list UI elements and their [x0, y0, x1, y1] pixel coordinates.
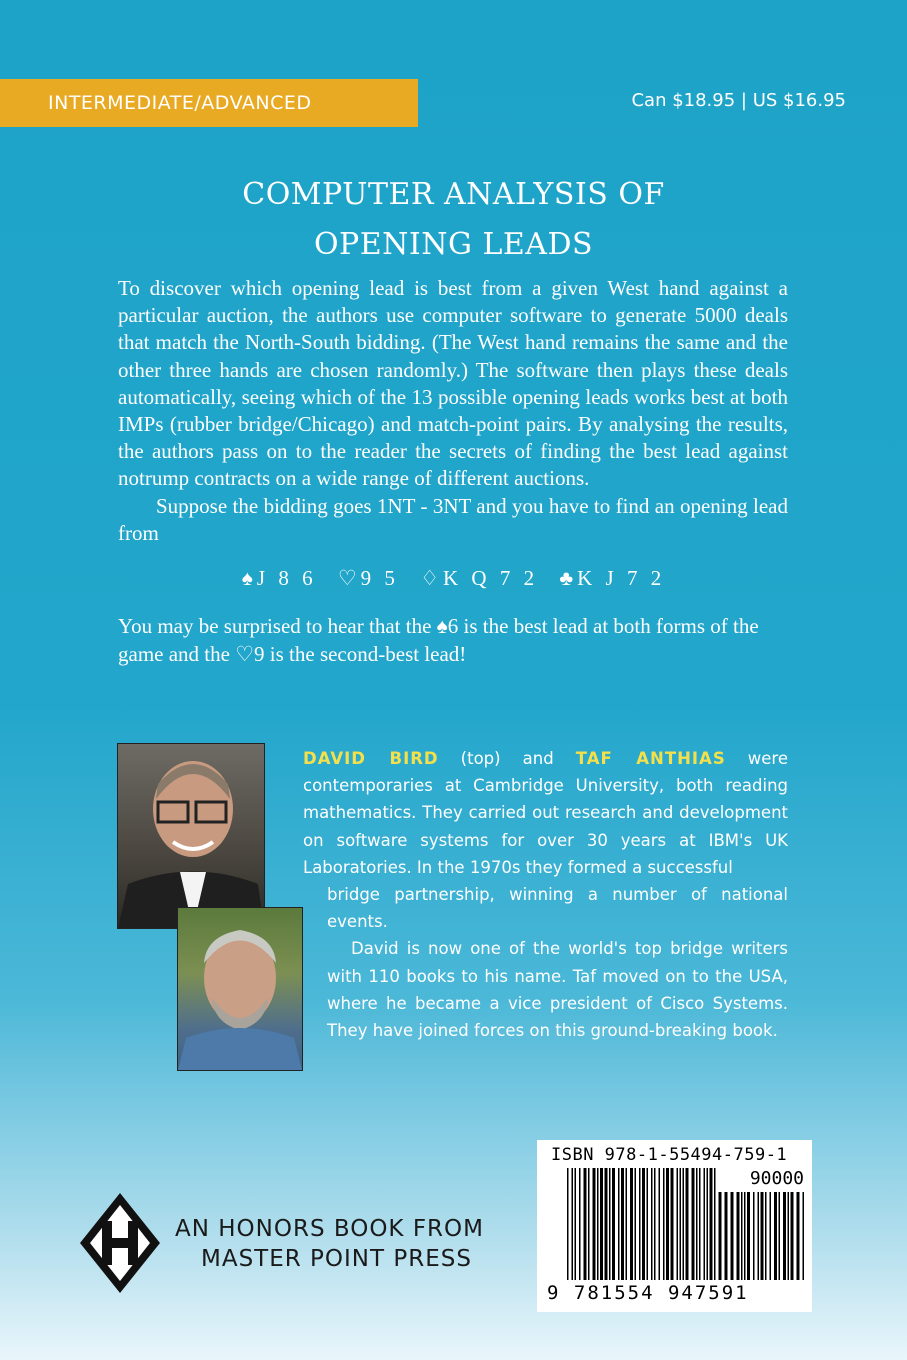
bio-paragraph-2: David is now one of the world's top bridge writers with 110 books to his name. Taf moved on to the USA, where he became a vice president of Cisco Systems. They have joined forces on this ground-breaking book. [327, 939, 788, 1041]
barcode [537, 1140, 812, 1312]
bio-paragraph-1-text: were contemporaries at Cambridge University, both reading mathematics. They carried out research and development on software systems for over 30 years at IBM's UK Laboratories. In the 1970s they formed a successful [303, 749, 788, 877]
publisher-line-1: AN HONORS BOOK FROM [175, 1216, 484, 1242]
barcode-bar [737, 1192, 740, 1280]
publisher [175, 1214, 484, 1274]
barcode-bar [765, 1192, 767, 1280]
publisher-line-2: MASTER POINT PRESS [201, 1246, 472, 1272]
barcode-bar [725, 1192, 728, 1280]
barcode-bar [803, 1192, 805, 1280]
bio-paragraph-1-tail: bridge partnership, winning a number of national events. [327, 885, 788, 932]
barcode-bar [791, 1192, 794, 1280]
author-photo-taf-anthias [177, 907, 303, 1071]
barcode-bar [575, 1168, 577, 1280]
barcode-bar [783, 1192, 786, 1280]
barcode-bar [671, 1168, 674, 1280]
barcode-bar [600, 1168, 603, 1280]
barcode-bar [621, 1168, 624, 1280]
price-label: Can $18.95 | US $16.95 [631, 90, 846, 111]
barcode-bar [692, 1168, 695, 1280]
diamonds-holding: ♢K Q 7 2 [420, 566, 539, 590]
barcode-bar [699, 1168, 701, 1280]
barcode-bar [666, 1168, 669, 1280]
hearts-holding: ♡9 5 [337, 566, 399, 590]
barcode-bar [630, 1168, 633, 1280]
barcode-bar [567, 1168, 569, 1280]
barcode-bar [618, 1168, 620, 1280]
barcode-bar [747, 1192, 750, 1280]
barcode-bar [677, 1168, 679, 1280]
barcode-bar [683, 1168, 685, 1280]
barcode-bar [593, 1168, 596, 1280]
author-bio [303, 745, 788, 1044]
reading-level-band: INTERMEDIATE/ADVANCED [0, 79, 418, 127]
author-name-1: DAVID BIRD [303, 749, 439, 768]
author-note: (top) and [438, 749, 576, 768]
blurb-paragraph-1: To discover which opening lead is best from a given West hand against a particular auction, the authors use computer software to generate 5000 deals that match the North-South bidding. (The West hand remains the same and the other three hands are chosen randomly.) The software then plays these deals automatically, seeing which of the 13 possible opening leads works best at both IMPs (rubber bridge/Chicago) and match-point pairs. By analysing the results, the authors pass on to the reader the secrets of finding the best lead against notrump contracts on a wide range of different auctions. [118, 276, 788, 491]
isbn-text: ISBN 978-1-55494-759-1 [551, 1145, 788, 1165]
barcode-bar [797, 1192, 800, 1280]
barcode-bar [707, 1168, 709, 1280]
barcode-bar [605, 1168, 608, 1280]
barcode-bar [704, 1168, 706, 1280]
barcode-bar [714, 1168, 716, 1280]
bridge-hand [0, 566, 907, 591]
spades-holding: ♠J 8 6 [241, 566, 317, 590]
price-code: 90000 [749, 1168, 804, 1189]
barcode-bar [680, 1168, 682, 1280]
barcode-bar [779, 1192, 781, 1280]
author-name-2: TAF ANTHIAS [575, 749, 726, 768]
barcode-bar [659, 1168, 661, 1280]
blurb [118, 275, 788, 547]
author-photo-david-bird [117, 743, 265, 929]
barcode-bar [719, 1192, 722, 1280]
honors-book-logo-icon [80, 1193, 160, 1293]
ean-digits: 9 781554 947591 [547, 1282, 749, 1304]
barcode-bar [654, 1168, 656, 1280]
barcode-bar [588, 1168, 590, 1280]
barcode-bar [626, 1168, 628, 1280]
barcode-bar [770, 1192, 772, 1280]
title-line-2: OPENING LEADS [313, 227, 594, 262]
barcode-bar [741, 1192, 743, 1280]
barcode-bar [642, 1168, 645, 1280]
blurb-paragraph-2: Suppose the bidding goes 1NT - 3NT and you have to find an opening lead from [118, 493, 788, 545]
book-title [0, 170, 907, 270]
barcode-bar [572, 1168, 574, 1280]
barcode-bar [686, 1168, 689, 1280]
barcode-bar [639, 1168, 641, 1280]
barcode-bar [609, 1168, 611, 1280]
clubs-holding: ♣K J 7 2 [559, 566, 666, 590]
title-line-1: COMPUTER ANALYSIS OF [242, 177, 665, 212]
barcode-bar [696, 1168, 698, 1280]
barcode-bar [651, 1168, 653, 1280]
barcode-bar [579, 1168, 581, 1280]
barcode-bar [584, 1168, 587, 1280]
barcode-bar [597, 1168, 599, 1280]
barcode-bar [744, 1192, 746, 1280]
barcode-bar [788, 1192, 790, 1280]
barcode-bar [612, 1168, 615, 1280]
bio-paragraph-1 [303, 745, 788, 881]
barcode-bar [710, 1168, 713, 1280]
barcode-bar [761, 1192, 764, 1280]
punchline: You may be surprised to hear that the ♠6 is the best lead at both forms of the game and the ♡9 is the second-best lead! [118, 614, 759, 666]
barcode-bar [647, 1168, 649, 1280]
barcode-bar [731, 1192, 734, 1280]
barcode-bar [758, 1192, 760, 1280]
barcode-bar [635, 1168, 637, 1280]
barcode-bar [663, 1168, 665, 1280]
barcode-bar [753, 1192, 755, 1280]
barcode-bar [774, 1192, 777, 1280]
